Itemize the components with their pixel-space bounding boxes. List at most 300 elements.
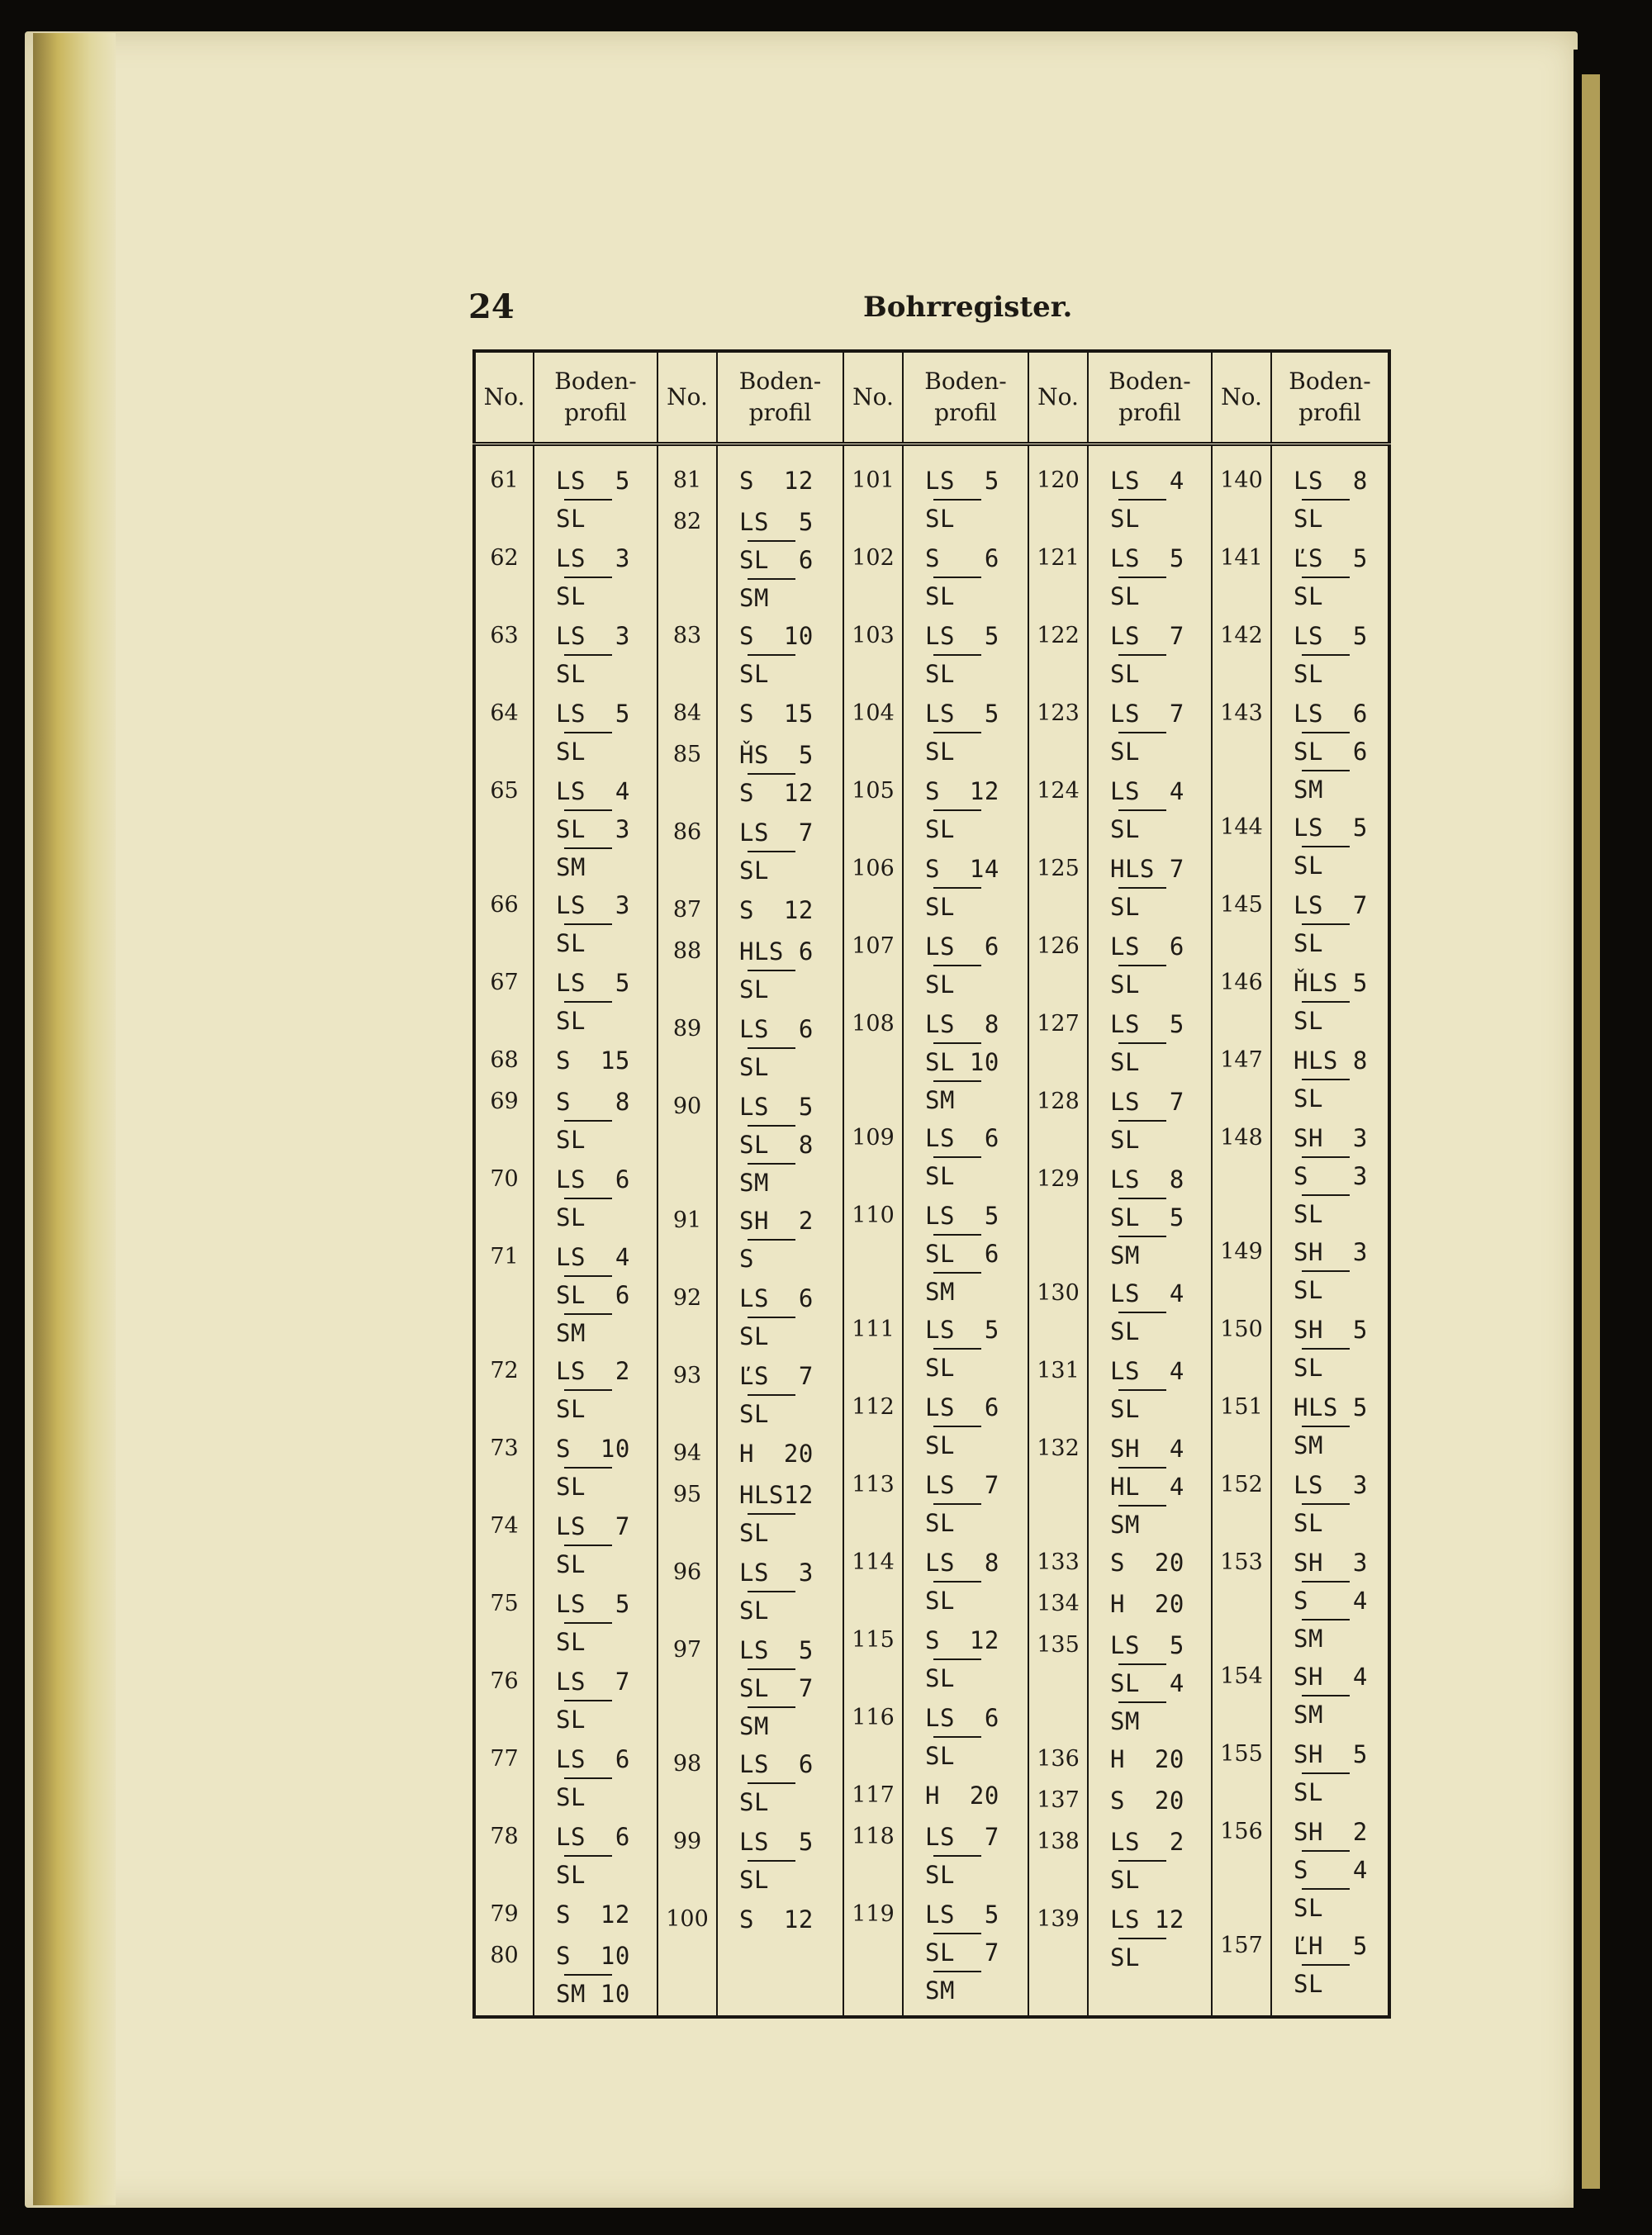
soil-layer: SH 3 xyxy=(1294,1549,1368,1577)
entry-number: 130 xyxy=(1037,1280,1080,1306)
soil-layer: SL xyxy=(925,1354,955,1382)
number-column xyxy=(1212,444,1271,2018)
soil-layer: SH 2 xyxy=(739,1207,814,1235)
soil-layer: SL xyxy=(739,1053,769,1081)
entry-number: 99 xyxy=(672,1829,702,1854)
soil-layer: SL xyxy=(925,505,955,533)
soil-layer: SL xyxy=(1110,1943,1140,1972)
soil-profile-entry xyxy=(925,1312,1028,1389)
entry-number: 65 xyxy=(490,778,519,804)
soil-layer: LS 5 xyxy=(556,1590,630,1618)
entry-number: 78 xyxy=(490,1824,519,1849)
soil-profile-entry xyxy=(1294,809,1388,887)
soil-profile-entry xyxy=(925,1777,1028,1819)
soil-layer: SL xyxy=(556,929,586,957)
soil-layer: SL xyxy=(556,738,586,766)
entry-number: 84 xyxy=(672,700,702,726)
soil-layer: LS 6 xyxy=(925,1393,999,1421)
soil-layer: SL xyxy=(556,505,586,533)
running-title: Bohrregister. xyxy=(863,291,1073,324)
entry-number: 144 xyxy=(1220,814,1263,840)
soil-layer: LS 5 xyxy=(1110,544,1184,572)
entry-number: 91 xyxy=(672,1208,702,1233)
soil-layer: S 10 xyxy=(556,1942,630,1970)
soil-layer: SL xyxy=(1294,1778,1323,1806)
soil-layer: LS 5 xyxy=(1110,1010,1184,1038)
entry-number: 116 xyxy=(852,1705,895,1730)
soil-layer: SL xyxy=(556,1861,586,1889)
soil-profile-entry xyxy=(1110,1006,1211,1084)
soil-layer: SL xyxy=(1110,738,1140,766)
soil-layer: LS 5 xyxy=(925,1316,999,1344)
soil-layer: S 15 xyxy=(556,1046,630,1075)
soil-profile-entry xyxy=(925,773,1028,851)
entry-number: 82 xyxy=(672,509,702,534)
entry-number: 83 xyxy=(672,623,702,648)
soil-layer: SL xyxy=(925,970,955,999)
soil-profile-entry xyxy=(925,1622,1028,1700)
soil-layer: LS 6 xyxy=(925,1704,999,1732)
column-header-no: No. xyxy=(657,351,717,444)
soil-profile-entry xyxy=(1294,1736,1388,1814)
page-number: 24 xyxy=(468,287,515,326)
soil-profile-entry xyxy=(1294,1312,1388,1389)
entry-number: 145 xyxy=(1220,892,1263,918)
soil-layer: SL 6 xyxy=(739,546,814,574)
soil-profile-entry xyxy=(1110,463,1211,540)
soil-layer: SL xyxy=(1294,929,1323,957)
entry-number: 137 xyxy=(1037,1787,1080,1813)
soil-profile-entry xyxy=(1110,1431,1211,1545)
entry-number: 155 xyxy=(1220,1741,1263,1767)
soil-profile-entry xyxy=(556,1239,657,1353)
entry-number: 73 xyxy=(490,1435,519,1461)
soil-layer: H 20 xyxy=(1110,1745,1184,1773)
entry-number: 100 xyxy=(666,1906,709,1932)
entry-number: 153 xyxy=(1220,1549,1263,1575)
soil-layer: SL xyxy=(925,1162,955,1190)
soil-profile-entry xyxy=(925,1198,1028,1312)
soil-profile-entry xyxy=(1110,1275,1211,1353)
soil-layer: S 14 xyxy=(925,855,999,883)
column-header-no: No. xyxy=(1212,351,1271,444)
soil-profile-entry xyxy=(1110,1084,1211,1161)
soil-layer: LS 3 xyxy=(1294,1471,1368,1499)
entry-number: 74 xyxy=(490,1513,519,1539)
soil-profile-entry xyxy=(739,504,843,618)
soil-profile-entry xyxy=(1110,1782,1211,1824)
entry-number: 151 xyxy=(1220,1394,1263,1420)
soil-profile-entry xyxy=(556,773,657,887)
entry-number: 122 xyxy=(1037,623,1080,648)
soil-layer: SL xyxy=(1110,1048,1140,1076)
entry-number: 157 xyxy=(1220,1933,1263,1958)
soil-profile-entry xyxy=(1110,1824,1211,1901)
soil-profile-entry xyxy=(1110,851,1211,928)
soil-profile-entry xyxy=(556,1084,657,1161)
soil-layer: HLS12 xyxy=(739,1481,814,1509)
soil-profile-entry xyxy=(925,1896,1028,2010)
soil-layer: LS 5 xyxy=(739,1093,814,1121)
column-header-no: No. xyxy=(474,351,534,444)
entry-number: 149 xyxy=(1220,1239,1263,1265)
soil-profile-entry xyxy=(556,540,657,618)
soil-layer: SM xyxy=(739,1169,769,1197)
soil-layer: SL xyxy=(925,1587,955,1615)
soil-profile-entry xyxy=(1294,1389,1388,1467)
soil-layer: SL xyxy=(1294,505,1323,533)
entry-number: 111 xyxy=(852,1317,895,1342)
soil-layer: SL xyxy=(1110,505,1140,533)
soil-layer: SM xyxy=(925,1976,955,2005)
soil-layer: SM xyxy=(925,1086,955,1114)
soil-layer: ĽH 5 xyxy=(1294,1932,1368,1960)
soil-layer: SL xyxy=(739,660,769,688)
entry-number: 69 xyxy=(490,1089,519,1114)
soil-profile-entry xyxy=(925,1120,1028,1198)
soil-layer: SL 5 xyxy=(1110,1203,1184,1231)
soil-layer: SH 3 xyxy=(1294,1238,1368,1266)
entry-number: 63 xyxy=(490,623,519,648)
soil-layer: SL xyxy=(925,582,955,610)
soil-layer: LS 6 xyxy=(1110,932,1184,961)
entry-number: 61 xyxy=(490,467,519,493)
soil-layer: LS 4 xyxy=(556,777,630,805)
soil-layer: LS 3 xyxy=(556,622,630,650)
soil-layer: SL xyxy=(556,1126,586,1154)
entry-number: 76 xyxy=(490,1668,519,1694)
entry-number: 81 xyxy=(672,467,702,493)
soil-layer: LS 5 xyxy=(1294,814,1368,842)
soil-layer: LS 5 xyxy=(556,969,630,997)
soil-layer: SL 7 xyxy=(739,1674,814,1702)
entry-number: 98 xyxy=(672,1751,702,1777)
soil-layer: LS 5 xyxy=(925,700,999,728)
soil-profile-entry xyxy=(556,1353,657,1431)
entry-number: 131 xyxy=(1037,1358,1080,1383)
entry-number: 124 xyxy=(1037,778,1080,804)
soil-layer: HLS 8 xyxy=(1294,1046,1368,1075)
soil-layer: LS 5 xyxy=(739,1636,814,1664)
soil-layer: SL 6 xyxy=(556,1281,630,1309)
soil-profile-entry xyxy=(739,1554,843,1632)
soil-profile-entry xyxy=(739,814,843,892)
soil-layer: SL xyxy=(739,1519,769,1547)
soil-profile-entry xyxy=(1294,540,1388,618)
soil-layer: SL xyxy=(556,1007,586,1035)
soil-layer: SL xyxy=(1294,582,1323,610)
column-header-no: No. xyxy=(1028,351,1088,444)
soil-profile-entry xyxy=(1110,1586,1211,1627)
soil-layer: LS 6 xyxy=(739,1015,814,1043)
soil-profile-entry xyxy=(739,1358,843,1435)
column-header-profile: Boden- profil xyxy=(534,351,657,444)
soil-layer: LS 7 xyxy=(1110,700,1184,728)
soil-layer: SL xyxy=(1110,660,1140,688)
soil-layer: SL xyxy=(556,1203,586,1231)
number-column xyxy=(843,444,903,2018)
soil-profile-entry xyxy=(1294,1928,1388,2005)
profile-column xyxy=(1088,444,1212,2018)
soil-profile-entry xyxy=(739,618,843,695)
soil-profile-entry xyxy=(925,463,1028,540)
entry-number: 114 xyxy=(852,1549,895,1575)
soil-layer: SL 10 xyxy=(925,1048,999,1076)
soil-profile-entry xyxy=(556,1161,657,1239)
soil-layer: SH 4 xyxy=(1110,1435,1184,1463)
entry-number: 93 xyxy=(672,1363,702,1388)
soil-layer: SL xyxy=(1294,1509,1323,1537)
soil-layer: LS 5 xyxy=(925,1900,999,1929)
entry-number: 66 xyxy=(490,892,519,918)
soil-layer: SL xyxy=(556,1706,586,1734)
soil-profile-entry xyxy=(925,618,1028,695)
soil-layer: LS 5 xyxy=(925,1202,999,1230)
soil-profile-entry xyxy=(739,933,843,1011)
soil-layer: S 4 xyxy=(1294,1587,1368,1615)
soil-layer: SL xyxy=(1294,1084,1323,1113)
soil-layer: SL xyxy=(556,1550,586,1578)
soil-layer: SL xyxy=(739,857,769,885)
number-column xyxy=(657,444,717,2018)
column-header-profile: Boden- profil xyxy=(717,351,843,444)
soil-layer: SL xyxy=(556,582,586,610)
entry-number: 85 xyxy=(672,742,702,767)
soil-layer: S xyxy=(739,1245,754,1273)
soil-layer: SL xyxy=(739,1597,769,1625)
soil-profile-entry xyxy=(1294,695,1388,809)
entry-number: 109 xyxy=(852,1125,895,1151)
soil-layer: SL xyxy=(1110,1126,1140,1154)
entry-number: 75 xyxy=(490,1591,519,1616)
soil-layer: ĽS 7 xyxy=(739,1362,814,1390)
soil-profile-entry xyxy=(556,1508,657,1586)
profile-column xyxy=(534,444,657,2018)
soil-layer: SL xyxy=(1294,1007,1323,1035)
soil-profile-entry xyxy=(925,851,1028,928)
soil-layer: SL xyxy=(556,1628,586,1656)
soil-layer: HLS 6 xyxy=(739,937,814,966)
entry-number: 146 xyxy=(1220,970,1263,995)
soil-profile-entry xyxy=(556,1586,657,1663)
soil-profile-entry xyxy=(556,1741,657,1819)
header-row xyxy=(474,351,1389,444)
entry-number: 77 xyxy=(490,1746,519,1772)
entry-number: 126 xyxy=(1037,933,1080,959)
soil-layer: LS 5 xyxy=(1110,1631,1184,1659)
soil-profile-entry xyxy=(1110,773,1211,851)
soil-layer: SL xyxy=(556,660,586,688)
soil-layer: SL xyxy=(556,1473,586,1501)
soil-profile-entry xyxy=(739,1632,843,1746)
entry-number: 143 xyxy=(1220,700,1263,726)
table-body-row xyxy=(474,444,1389,2018)
soil-layer: S 10 xyxy=(556,1435,630,1463)
soil-layer: SL xyxy=(925,738,955,766)
soil-layer: ĽS 5 xyxy=(1294,544,1368,572)
column-header-no: No. xyxy=(843,351,903,444)
soil-profile-entry xyxy=(556,1042,657,1084)
soil-layer: SL xyxy=(1110,1317,1140,1345)
soil-layer: LS 6 xyxy=(739,1750,814,1778)
soil-layer: S 10 xyxy=(739,622,814,650)
soil-profile-entry xyxy=(1294,1120,1388,1234)
entry-number: 125 xyxy=(1037,856,1080,881)
soil-profile-entry xyxy=(925,1819,1028,1896)
soil-layer: SL xyxy=(1110,893,1140,921)
bohrregister-table xyxy=(472,349,1391,2019)
soil-layer: S 4 xyxy=(1294,1856,1368,1884)
entry-number: 107 xyxy=(852,933,895,959)
entry-number: 90 xyxy=(672,1094,702,1119)
soil-layer: S 12 xyxy=(925,777,999,805)
soil-layer: SM xyxy=(556,853,586,881)
soil-layer: LS 6 xyxy=(1294,700,1368,728)
soil-layer: LS 7 xyxy=(1110,1088,1184,1116)
soil-layer: SH 3 xyxy=(1294,1124,1368,1152)
entry-number: 64 xyxy=(490,700,519,726)
soil-layer: SM xyxy=(1294,776,1323,804)
soil-layer: SM xyxy=(1294,1701,1323,1729)
soil-profile-entry xyxy=(1110,1901,1211,1979)
soil-layer: SL xyxy=(1110,815,1140,843)
soil-profile-entry xyxy=(739,1901,843,1943)
soil-layer: HLS 5 xyxy=(1294,1393,1368,1421)
entry-number: 132 xyxy=(1037,1435,1080,1461)
soil-layer: LS 8 xyxy=(1110,1165,1184,1193)
soil-profile-entry xyxy=(739,892,843,933)
entry-number: 123 xyxy=(1037,700,1080,726)
soil-layer: LS 4 xyxy=(1110,467,1184,495)
entry-number: 128 xyxy=(1037,1089,1080,1114)
soil-layer: LS 3 xyxy=(556,544,630,572)
entry-number: 79 xyxy=(490,1901,519,1927)
entry-number: 119 xyxy=(852,1901,895,1927)
entry-number: 96 xyxy=(672,1559,702,1585)
entry-number: 148 xyxy=(1220,1125,1263,1151)
soil-layer: LS 7 xyxy=(925,1823,999,1851)
soil-layer: SL xyxy=(1294,1970,1323,1998)
entry-number: 117 xyxy=(852,1782,895,1808)
soil-layer: SH 2 xyxy=(1294,1818,1368,1846)
entry-number: 104 xyxy=(852,700,895,726)
soil-profile-entry xyxy=(1294,1814,1388,1928)
soil-profile-entry xyxy=(556,1663,657,1741)
soil-layer: SL xyxy=(556,1783,586,1811)
soil-layer: LS 5 xyxy=(556,700,630,728)
soil-profile-entry xyxy=(556,463,657,540)
entry-number: 94 xyxy=(672,1440,702,1466)
entry-number: 112 xyxy=(852,1394,895,1420)
soil-layer: S 20 xyxy=(1110,1549,1184,1577)
soil-layer: S 12 xyxy=(925,1626,999,1654)
soil-layer: SH 5 xyxy=(1294,1316,1368,1344)
soil-layer: LS 4 xyxy=(1110,1279,1184,1307)
soil-profile-entry xyxy=(556,1938,657,2015)
soil-layer: SL xyxy=(925,1431,955,1459)
entry-number: 120 xyxy=(1037,467,1080,493)
soil-layer: SL xyxy=(1294,660,1323,688)
soil-layer: LS 5 xyxy=(1294,622,1368,650)
soil-layer: LS 7 xyxy=(1294,891,1368,919)
soil-layer: S 12 xyxy=(739,1905,814,1934)
soil-layer: S 12 xyxy=(739,896,814,924)
soil-layer: SL xyxy=(739,975,769,1004)
number-column xyxy=(474,444,534,2018)
soil-layer: SL xyxy=(925,1509,955,1537)
soil-layer: LS 4 xyxy=(1110,777,1184,805)
soil-layer: S 12 xyxy=(556,1900,630,1929)
soil-profile-entry xyxy=(925,695,1028,773)
soil-profile-entry xyxy=(556,618,657,695)
soil-layer: LS 7 xyxy=(556,1668,630,1696)
entry-number: 80 xyxy=(490,1943,519,1968)
entry-number: 102 xyxy=(852,545,895,571)
column-header-profile: Boden- profil xyxy=(1088,351,1212,444)
soil-layer: LS 6 xyxy=(556,1165,630,1193)
soil-profile-entry xyxy=(1110,1161,1211,1275)
soil-profile-entry xyxy=(739,463,843,504)
soil-layer: SM xyxy=(1110,1241,1140,1269)
soil-layer: LS 6 xyxy=(925,932,999,961)
soil-layer: SL 8 xyxy=(739,1131,814,1159)
soil-layer: LS 7 xyxy=(556,1512,630,1540)
soil-layer: SM xyxy=(925,1278,955,1306)
profile-column xyxy=(903,444,1028,2018)
entry-number: 150 xyxy=(1220,1317,1263,1342)
soil-layer: SM xyxy=(1294,1625,1323,1653)
soil-layer: LS 6 xyxy=(556,1745,630,1773)
soil-profile-entry xyxy=(925,1389,1028,1467)
soil-profile-entry xyxy=(739,695,843,737)
soil-profile-entry xyxy=(739,1089,843,1203)
soil-layer: SL xyxy=(556,1395,586,1423)
soil-profile-entry xyxy=(739,1746,843,1824)
entry-number: 147 xyxy=(1220,1047,1263,1073)
soil-profile-entry xyxy=(739,737,843,814)
entry-number: 152 xyxy=(1220,1472,1263,1497)
soil-profile-entry xyxy=(1110,1353,1211,1431)
soil-layer: LS 8 xyxy=(925,1010,999,1038)
soil-profile-entry xyxy=(739,1203,843,1280)
soil-profile-entry xyxy=(1110,695,1211,773)
soil-profile-entry xyxy=(1110,618,1211,695)
soil-layer: LS 7 xyxy=(739,819,814,847)
soil-layer: LS 6 xyxy=(739,1284,814,1312)
entry-number: 110 xyxy=(852,1203,895,1228)
soil-profile-entry xyxy=(739,1280,843,1358)
entry-number: 136 xyxy=(1037,1746,1080,1772)
soil-layer: SH 5 xyxy=(1294,1740,1368,1768)
profile-column xyxy=(1271,444,1389,2018)
soil-profile-entry xyxy=(1294,618,1388,695)
soil-profile-entry xyxy=(556,1819,657,1896)
soil-layer: LS 7 xyxy=(925,1471,999,1499)
soil-profile-entry xyxy=(1110,1741,1211,1782)
soil-layer: LS 5 xyxy=(556,467,630,495)
soil-layer: SL xyxy=(925,1861,955,1889)
soil-layer: SL xyxy=(1110,1866,1140,1894)
entry-number: 101 xyxy=(852,467,895,493)
entry-number: 108 xyxy=(852,1011,895,1037)
soil-layer: SM xyxy=(1110,1511,1140,1539)
soil-layer: SL xyxy=(739,1788,769,1816)
soil-layer: LS 5 xyxy=(739,508,814,536)
soil-profile-entry xyxy=(739,1011,843,1089)
entry-number: 70 xyxy=(490,1166,519,1192)
soil-layer: SM xyxy=(1294,1431,1323,1459)
soil-profile-entry xyxy=(925,1700,1028,1777)
